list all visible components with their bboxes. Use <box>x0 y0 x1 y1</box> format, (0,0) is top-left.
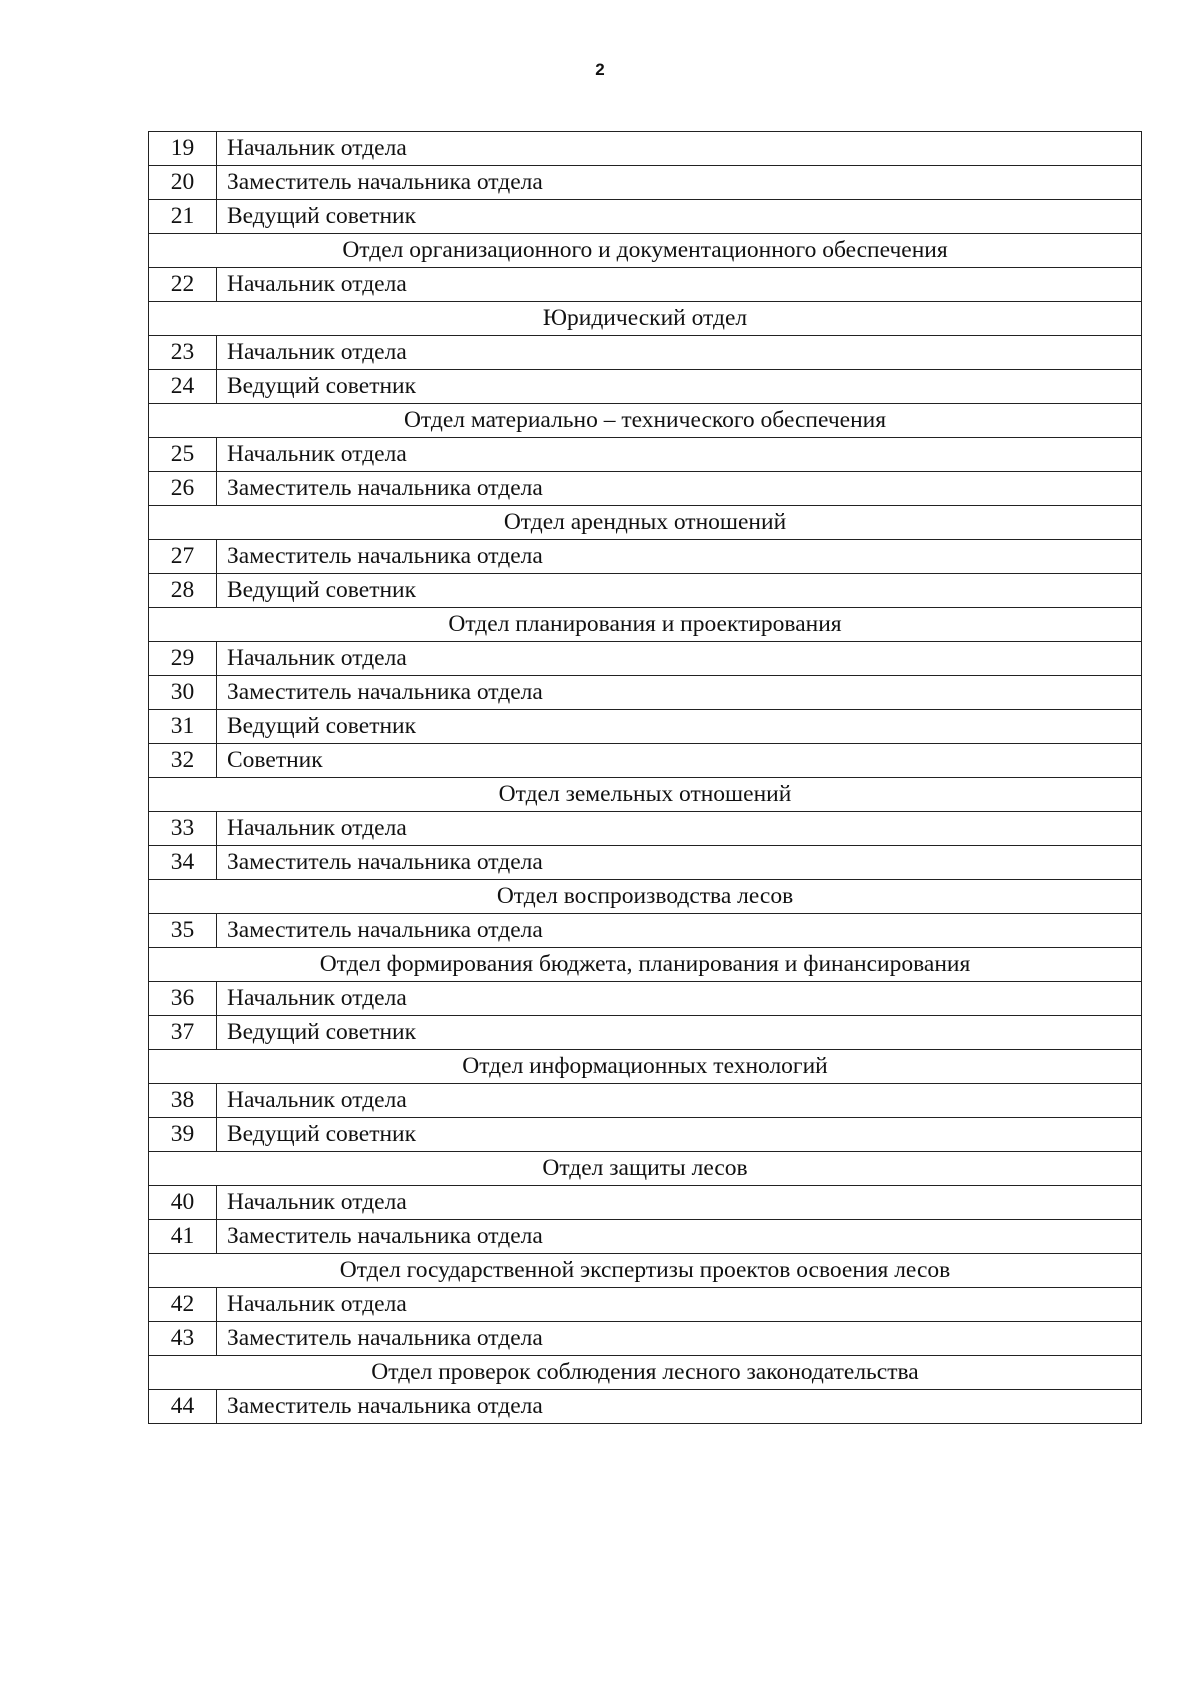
row-number: 43 <box>149 1322 217 1356</box>
section-header-row <box>149 302 1142 336</box>
row-number: 22 <box>149 268 217 302</box>
row-number: 23 <box>149 336 217 370</box>
row-number: 26 <box>149 472 217 506</box>
row-number: 25 <box>149 438 217 472</box>
table-row <box>149 132 1142 166</box>
table-row <box>149 1322 1142 1356</box>
row-number: 21 <box>149 200 217 234</box>
table-row <box>149 472 1142 506</box>
table-row <box>149 540 1142 574</box>
table-row <box>149 1220 1142 1254</box>
section-header-row <box>149 1254 1142 1288</box>
row-number: 28 <box>149 574 217 608</box>
row-number: 42 <box>149 1288 217 1322</box>
row-number: 39 <box>149 1118 217 1152</box>
position-title: Советник <box>217 744 1142 778</box>
position-title: Заместитель начальника отдела <box>217 914 1142 948</box>
section-header-row <box>149 404 1142 438</box>
row-number: 34 <box>149 846 217 880</box>
row-number: 27 <box>149 540 217 574</box>
table-row <box>149 166 1142 200</box>
position-title: Ведущий советник <box>217 370 1142 404</box>
position-title: Заместитель начальника отдела <box>217 1220 1142 1254</box>
table-row <box>149 268 1142 302</box>
positions-table <box>148 131 1142 1424</box>
position-title: Ведущий советник <box>217 1118 1142 1152</box>
positions-table-body <box>149 132 1142 1424</box>
row-number: 35 <box>149 914 217 948</box>
section-header-row <box>149 234 1142 268</box>
position-title: Начальник отдела <box>217 1288 1142 1322</box>
row-number: 31 <box>149 710 217 744</box>
row-number: 20 <box>149 166 217 200</box>
table-row <box>149 846 1142 880</box>
section-title: Отдел формирования бюджета, планирования и финансирования <box>149 948 1142 982</box>
position-title: Начальник отдела <box>217 1186 1142 1220</box>
table-row <box>149 1390 1142 1424</box>
row-number: 19 <box>149 132 217 166</box>
row-number: 32 <box>149 744 217 778</box>
section-header-row <box>149 506 1142 540</box>
row-number: 29 <box>149 642 217 676</box>
table-row <box>149 1118 1142 1152</box>
section-title: Отдел государственной экспертизы проектов освоения лесов <box>149 1254 1142 1288</box>
position-title: Заместитель начальника отдела <box>217 1390 1142 1424</box>
row-number: 24 <box>149 370 217 404</box>
row-number: 44 <box>149 1390 217 1424</box>
section-title: Отдел информационных технологий <box>149 1050 1142 1084</box>
row-number: 41 <box>149 1220 217 1254</box>
table-row <box>149 1186 1142 1220</box>
page-number: 2 <box>595 60 605 79</box>
table-row <box>149 200 1142 234</box>
position-title: Заместитель начальника отдела <box>217 166 1142 200</box>
position-title: Начальник отдела <box>217 336 1142 370</box>
table-row <box>149 1084 1142 1118</box>
position-title: Начальник отдела <box>217 438 1142 472</box>
position-title: Начальник отдела <box>217 132 1142 166</box>
position-title: Заместитель начальника отдела <box>217 676 1142 710</box>
table-row <box>149 370 1142 404</box>
position-title: Заместитель начальника отдела <box>217 472 1142 506</box>
row-number: 30 <box>149 676 217 710</box>
section-header-row <box>149 948 1142 982</box>
position-title: Ведущий советник <box>217 710 1142 744</box>
table-row <box>149 1288 1142 1322</box>
position-title: Заместитель начальника отдела <box>217 540 1142 574</box>
position-title: Начальник отдела <box>217 1084 1142 1118</box>
position-title: Начальник отдела <box>217 982 1142 1016</box>
section-header-row <box>149 880 1142 914</box>
row-number: 36 <box>149 982 217 1016</box>
section-title: Юридический отдел <box>149 302 1142 336</box>
table-row <box>149 574 1142 608</box>
section-title: Отдел материально – технического обеспечения <box>149 404 1142 438</box>
section-title: Отдел арендных отношений <box>149 506 1142 540</box>
table-row <box>149 744 1142 778</box>
section-title: Отдел организационного и документационного обеспечения <box>149 234 1142 268</box>
position-title: Заместитель начальника отдела <box>217 846 1142 880</box>
position-title: Ведущий советник <box>217 574 1142 608</box>
section-header-row <box>149 1356 1142 1390</box>
section-header-row <box>149 1050 1142 1084</box>
table-row <box>149 438 1142 472</box>
section-title: Отдел земельных отношений <box>149 778 1142 812</box>
section-title: Отдел планирования и проектирования <box>149 608 1142 642</box>
position-title: Ведущий советник <box>217 200 1142 234</box>
row-number: 40 <box>149 1186 217 1220</box>
table-row <box>149 914 1142 948</box>
row-number: 38 <box>149 1084 217 1118</box>
table-row <box>149 710 1142 744</box>
row-number: 37 <box>149 1016 217 1050</box>
table-row <box>149 642 1142 676</box>
row-number: 33 <box>149 812 217 846</box>
section-title: Отдел воспроизводства лесов <box>149 880 1142 914</box>
section-title: Отдел проверок соблюдения лесного законодательства <box>149 1356 1142 1390</box>
table-row <box>149 1016 1142 1050</box>
table-row <box>149 336 1142 370</box>
position-title: Начальник отдела <box>217 812 1142 846</box>
section-title: Отдел защиты лесов <box>149 1152 1142 1186</box>
position-title: Заместитель начальника отдела <box>217 1322 1142 1356</box>
section-header-row <box>149 778 1142 812</box>
table-row <box>149 676 1142 710</box>
table-row <box>149 982 1142 1016</box>
position-title: Начальник отдела <box>217 268 1142 302</box>
position-title: Начальник отдела <box>217 642 1142 676</box>
section-header-row <box>149 608 1142 642</box>
table-row <box>149 812 1142 846</box>
position-title: Ведущий советник <box>217 1016 1142 1050</box>
section-header-row <box>149 1152 1142 1186</box>
